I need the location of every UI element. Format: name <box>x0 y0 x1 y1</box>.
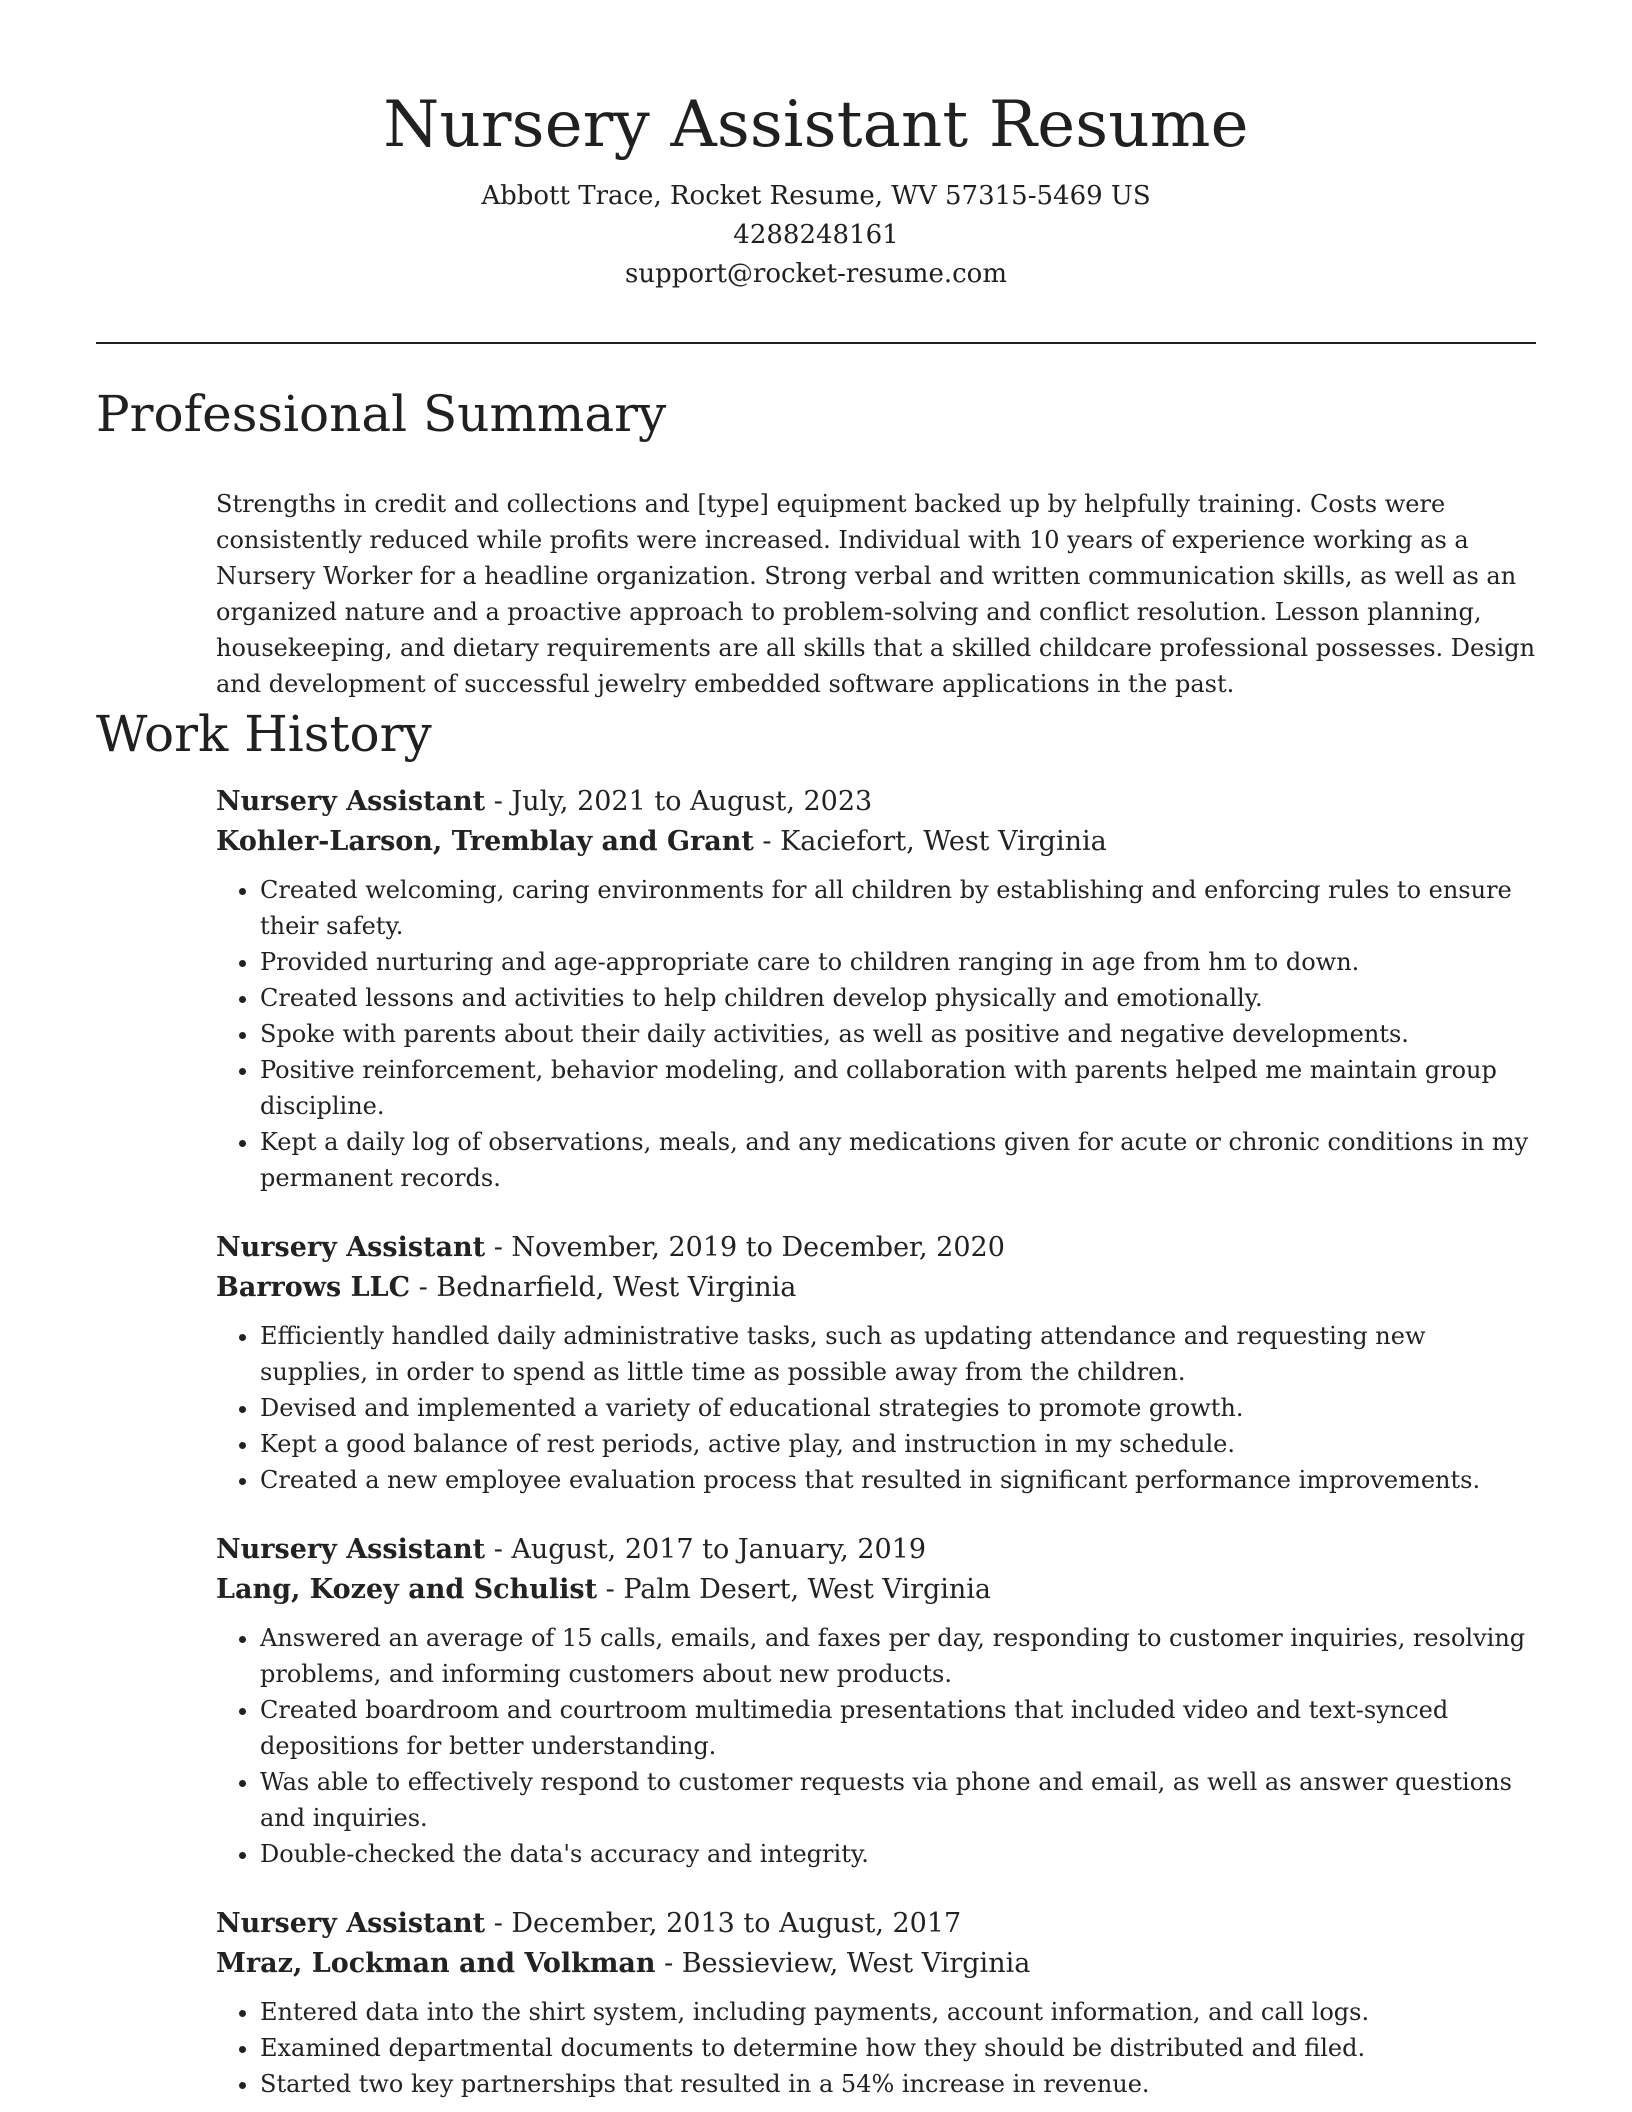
resume-title: Nursery Assistant Resume <box>383 88 1249 162</box>
job-bullet: • Kept a daily log of observations, meals, and any medications given for acute or chronic conditions in my permanent records. <box>260 1124 1536 1196</box>
job-location: - Bessieview, West Virginia <box>655 1948 1031 1979</box>
job-company: Barrows LLC <box>216 1272 411 1303</box>
job-company: Mraz, Lockman and Volkman <box>216 1948 656 1979</box>
job-dates: - August, 2017 to January, 2019 <box>485 1534 927 1565</box>
resume-header <box>96 82 1536 294</box>
work-history-list <box>216 782 1536 2112</box>
job-position: Nursery Assistant <box>216 1232 486 1263</box>
work-history-heading: Work History <box>96 705 432 763</box>
job-location: - Bednarfield, West Virginia <box>410 1272 797 1303</box>
job-bullet: • Provided nurturing and age-appropriate care to children ranging in age from hm to down. <box>260 944 1536 980</box>
job-title-line <box>216 1530 1536 1570</box>
header-divider <box>96 342 1536 344</box>
job-bullet-list <box>216 1620 1536 1872</box>
professional-summary-text: Strengths in credit and collections and [type] equipment backed up by helpfully training. Costs were consistently reduced while profits were increased. Individual with 10 years of experience working as a Nursery Worker for a headline organization. Strong verbal and written communication skills, as well as an organized nature and a proactive approach to problem-solving and conflict resolution. Lesson planning, housekeeping, and dietary requirements are all skills that a skilled childcare professional possesses. Design and development of successful jewelry embedded software applications in the past. <box>216 490 1536 698</box>
job-bullet-list <box>216 1318 1536 1498</box>
job-position: Nursery Assistant <box>216 1908 486 1939</box>
job-location: - Palm Desert, West Virginia <box>597 1574 992 1605</box>
job-bullet-list <box>216 872 1536 1196</box>
job-bullet: • Was able to effectively respond to customer requests via phone and email, as well as answer questions and inquiries. <box>260 1764 1536 1836</box>
job-company-line <box>216 1268 1536 1308</box>
job-bullet: • Created welcoming, caring environments for all children by establishing and enforcing rules to ensure their safety. <box>260 872 1536 944</box>
job-company-line <box>216 1944 1536 1984</box>
job-dates: - November, 2019 to December, 2020 <box>485 1232 1005 1263</box>
professional-summary-heading: Professional Summary <box>96 385 667 443</box>
job-bullet-list <box>216 1994 1536 2102</box>
job-company-line <box>216 1570 1536 1610</box>
job-bullet: • Answered an average of 15 calls, emails, and faxes per day, responding to customer inquiries, resolving problems, and informing customers about new products. <box>260 1620 1536 1692</box>
job-bullet: • Created a new employee evaluation process that resulted in significant performance improvements. <box>260 1462 1536 1498</box>
job-title-line <box>216 1228 1536 1268</box>
job-bullet: • Double-checked the data's accuracy and integrity. <box>260 1836 1536 1872</box>
job-dates: - December, 2013 to August, 2017 <box>485 1908 962 1939</box>
job-entry <box>216 782 1536 1196</box>
job-bullet: • Positive reinforcement, behavior modeling, and collaboration with parents helped me maintain group discipline. <box>260 1052 1536 1124</box>
job-position: Nursery Assistant <box>216 1534 486 1565</box>
contact-phone: 4288248161 <box>733 220 899 250</box>
job-bullet: • Spoke with parents about their daily activities, as well as positive and negative developments. <box>260 1016 1536 1052</box>
job-entry <box>216 1530 1536 1872</box>
job-entry <box>216 1228 1536 1498</box>
job-dates: - July, 2021 to August, 2023 <box>485 786 873 817</box>
job-company: Kohler-Larson, Tremblay and Grant <box>216 826 754 857</box>
contact-address: Abbott Trace, Rocket Resume, WV 57315-5469 US <box>481 181 1151 211</box>
job-entry <box>216 1904 1536 2102</box>
job-title-line <box>216 1904 1536 1944</box>
job-bullet: • Created lessons and activities to help children develop physically and emotionally. <box>260 980 1536 1016</box>
job-company-line <box>216 822 1536 862</box>
contact-email: support@rocket-resume.com <box>624 259 1007 289</box>
job-location: - Kaciefort, West Virginia <box>753 826 1107 857</box>
job-title-line <box>216 782 1536 822</box>
job-bullet: • Kept a good balance of rest periods, active play, and instruction in my schedule. <box>260 1426 1536 1462</box>
job-position: Nursery Assistant <box>216 786 486 817</box>
job-bullet: • Efficiently handled daily administrative tasks, such as updating attendance and requesting new supplies, in order to spend as little time as possible away from the children. <box>260 1318 1536 1390</box>
job-bullet: • Started two key partnerships that resulted in a 54% increase in revenue. <box>260 2066 1536 2102</box>
job-bullet: • Created boardroom and courtroom multimedia presentations that included video and text-synced depositions for better understanding. <box>260 1692 1536 1764</box>
job-bullet: • Devised and implemented a variety of educational strategies to promote growth. <box>260 1390 1536 1426</box>
job-bullet: • Examined departmental documents to determine how they should be distributed and filed. <box>260 2030 1536 2066</box>
job-bullet: • Entered data into the shirt system, including payments, account information, and call logs. <box>260 1994 1536 2030</box>
job-company: Lang, Kozey and Schulist <box>216 1574 598 1605</box>
